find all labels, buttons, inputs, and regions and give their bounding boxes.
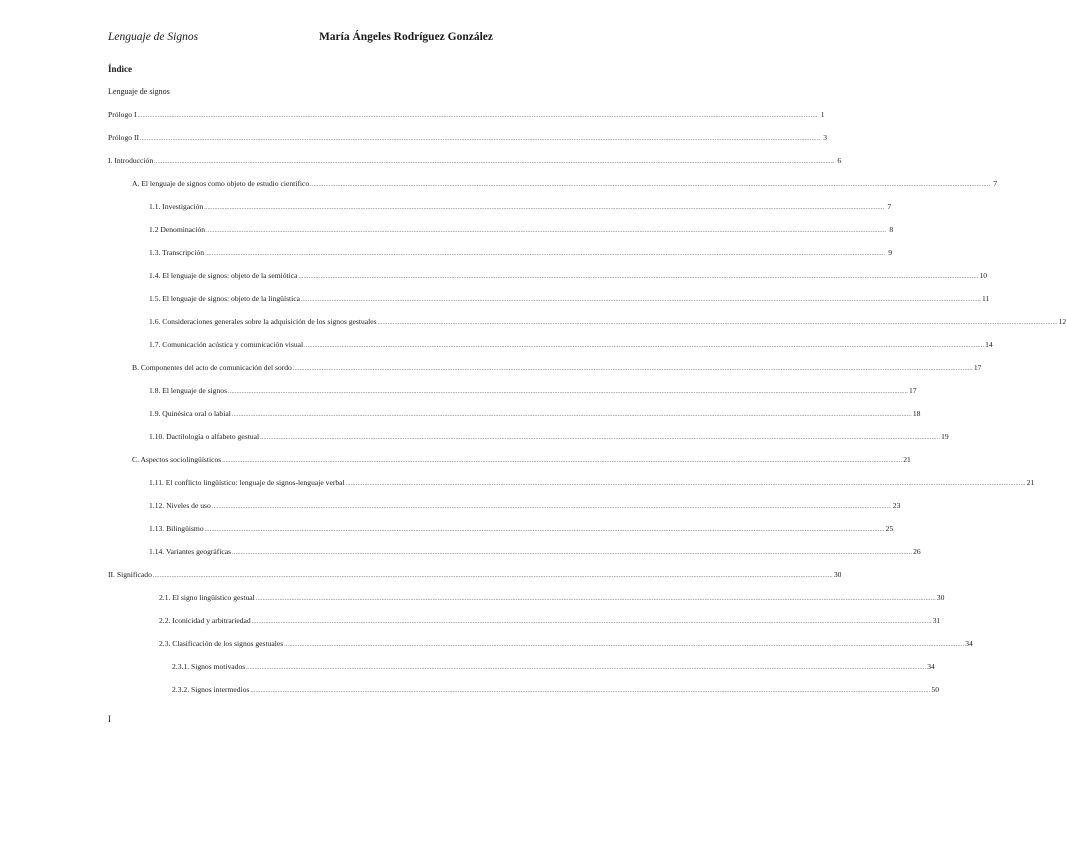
toc-page: 23: [892, 501, 901, 510]
toc-leader: ................................................................................................................................................................................................................................................................................................................................................................................................................: [231, 412, 912, 418]
toc-leader: ................................................................................................................................................................................................................................................................................................................................................................................................................: [345, 481, 1026, 487]
toc-entry[interactable]: [108, 110, 825, 121]
toc-entry[interactable]: [159, 593, 945, 604]
toc-page: 25: [885, 524, 894, 533]
toc-page: 14: [985, 340, 993, 349]
toc-label: C. Aspectos sociolingüísticos: [132, 455, 222, 464]
toc-entry[interactable]: [149, 271, 988, 282]
toc-page: 11: [982, 294, 990, 303]
toc-entry[interactable]: [132, 179, 998, 190]
toc-label: Prólogo I: [108, 110, 137, 119]
toc-page: 30: [833, 570, 842, 579]
toc-page: 17: [909, 386, 917, 395]
toc-label: 1.8. El lenguaje de signos: [149, 386, 228, 395]
toc-entry[interactable]: [132, 363, 982, 374]
toc-label: 1.5. El lenguaje de signos: objeto de la lingüística: [149, 294, 300, 303]
toc-label: 1.9. Quinésica oral o labial: [149, 409, 231, 418]
toc-leader: ................................................................................................................................................................................................................................................................................................................................................................................................................: [246, 665, 927, 671]
toc-entry[interactable]: [149, 409, 921, 420]
toc-page: 34: [965, 639, 973, 648]
toc-page: 21: [903, 455, 911, 464]
toc-page: 9: [888, 248, 893, 257]
toc-label: 1.14. Variantes geográficas: [149, 547, 232, 556]
toc-entry[interactable]: [149, 478, 1035, 489]
toc-page: 50: [931, 685, 940, 694]
toc-leader: ................................................................................................................................................................................................................................................................................................................................................................................................................: [204, 205, 885, 211]
toc-page: 6: [837, 156, 842, 165]
toc-leader: ................................................................................................................................................................................................................................................................................................................................................................................................................: [301, 297, 981, 303]
toc-leader: ................................................................................................................................................................................................................................................................................................................................................................................................................: [205, 251, 886, 257]
toc-leader: ................................................................................................................................................................................................................................................................................................................................................................................................................: [152, 573, 833, 579]
toc-entry[interactable]: [149, 524, 894, 535]
toc-leader: ................................................................................................................................................................................................................................................................................................................................................................................................................: [137, 113, 818, 119]
toc-leader: ................................................................................................................................................................................................................................................................................................................................................................................................................: [298, 274, 979, 280]
toc-page: 30: [936, 593, 945, 602]
footer-page-number: I: [108, 714, 111, 724]
toc-label: A. El lenguaje de signos como objeto de estudio científico: [132, 179, 310, 188]
toc-label: B. Componentes del acto de comunicación del sordo: [132, 363, 292, 372]
header-left: Lenguaje de Signos: [108, 31, 199, 43]
toc-label: 1.11. El conflicto lingüístico: lenguaje de signos-lenguaje verbal: [149, 478, 345, 487]
toc-page: 17: [973, 363, 982, 372]
toc-entry[interactable]: [172, 662, 935, 673]
toc-label: 1.3. Transcripción: [149, 248, 205, 257]
toc-page: 8: [889, 225, 894, 234]
toc-label: 2.2. Iconicidad y arbitrariedad: [159, 616, 251, 625]
toc-label: 1.2 Denominación: [149, 225, 206, 234]
toc-leader: ................................................................................................................................................................................................................................................................................................................................................................................................................: [310, 182, 991, 188]
toc-label: 1.7. Comunicación acústica y comunicación visual: [149, 340, 304, 349]
toc-label: 2.3.2. Signos intermedios: [172, 685, 250, 694]
toc-leader: ................................................................................................................................................................................................................................................................................................................................................................................................................: [232, 550, 913, 556]
toc-leader: ................................................................................................................................................................................................................................................................................................................................................................................................................: [284, 642, 965, 648]
toc-page: 12: [1058, 317, 1066, 326]
index-title: Índice: [108, 64, 133, 74]
toc-label: 1.10. Dactilología o alfabeto gestual: [149, 432, 260, 441]
toc-entry[interactable]: [149, 248, 893, 259]
toc-label: 1.12. Niveles de uso: [149, 501, 211, 510]
toc-label: 2.3. Clasificación de los signos gestuales: [159, 639, 284, 648]
toc-label: 2.3.1. Signos motivados: [172, 662, 246, 671]
toc-entry[interactable]: [149, 432, 949, 443]
toc-entry[interactable]: [149, 317, 1066, 328]
toc-leader: ................................................................................................................................................................................................................................................................................................................................................................................................................: [304, 343, 985, 349]
toc-entry[interactable]: [149, 225, 894, 236]
toc-page: 21: [1026, 478, 1035, 487]
toc-page: 3: [823, 133, 828, 142]
toc-entry[interactable]: [132, 455, 911, 466]
toc-leader: ................................................................................................................................................................................................................................................................................................................................................................................................................: [211, 504, 892, 510]
toc-entry[interactable]: [108, 133, 828, 144]
toc-page: 1: [820, 110, 825, 119]
toc-leader: ................................................................................................................................................................................................................................................................................................................................................................................................................: [251, 619, 932, 625]
toc-entry[interactable]: [108, 570, 842, 581]
toc-page: 34: [927, 662, 935, 671]
header-right: María Ángeles Rodríguez González: [318, 31, 493, 43]
toc-page: 10: [979, 271, 988, 280]
toc-entry[interactable]: [108, 156, 842, 167]
toc-leader: ................................................................................................................................................................................................................................................................................................................................................................................................................: [204, 527, 885, 533]
toc-label: I. Introducción: [108, 156, 154, 165]
toc-leader: ................................................................................................................................................................................................................................................................................................................................................................................................................: [292, 366, 973, 372]
toc-entry[interactable]: [149, 340, 993, 351]
toc-entry[interactable]: [159, 616, 941, 627]
toc-label: 2.1. El signo lingüístico gestual: [159, 593, 255, 602]
toc-page: 7: [887, 202, 892, 211]
toc-leader: ................................................................................................................................................................................................................................................................................................................................................................................................................: [140, 136, 821, 142]
toc-entry[interactable]: [172, 685, 940, 696]
toc-entry[interactable]: [149, 547, 921, 558]
toc-page: 18: [912, 409, 921, 418]
toc-label: 1.1. Investigación: [149, 202, 204, 211]
toc-leader: ................................................................................................................................................................................................................................................................................................................................................................................................................: [255, 596, 936, 602]
toc-page: 19: [941, 432, 949, 441]
toc-leader: ................................................................................................................................................................................................................................................................................................................................................................................................................: [228, 389, 909, 395]
toc-leader: ................................................................................................................................................................................................................................................................................................................................................................................................................: [260, 435, 941, 441]
toc-page: 31: [932, 616, 941, 625]
toc-leader: ................................................................................................................................................................................................................................................................................................................................................................................................................: [250, 688, 931, 694]
toc-leader: ................................................................................................................................................................................................................................................................................................................................................................................................................: [222, 458, 903, 464]
toc-entry[interactable]: [149, 501, 901, 512]
toc-entry[interactable]: [159, 639, 973, 650]
toc-page: 26: [913, 547, 921, 556]
toc-entry[interactable]: [149, 386, 917, 397]
toc-label: 1.6. Consideraciones generales sobre la adquisición de los signos gestuales: [149, 317, 377, 326]
toc-page: 7: [993, 179, 998, 188]
toc-entry[interactable]: [149, 202, 892, 213]
toc-entry[interactable]: [149, 294, 990, 305]
toc-label: 1.13. Bilingüismo: [149, 524, 204, 533]
toc-leader: ................................................................................................................................................................................................................................................................................................................................................................................................................: [154, 159, 835, 165]
toc-label: II. Significado: [108, 570, 152, 579]
toc-leader: ................................................................................................................................................................................................................................................................................................................................................................................................................: [377, 320, 1058, 326]
toc-label: Prólogo II: [108, 133, 140, 142]
doc-subtitle: Lenguaje de signos: [108, 87, 170, 96]
toc-leader: ................................................................................................................................................................................................................................................................................................................................................................................................................: [206, 228, 887, 234]
toc-label: 1.4. El lenguaje de signos: objeto de la semiótica: [149, 271, 298, 280]
